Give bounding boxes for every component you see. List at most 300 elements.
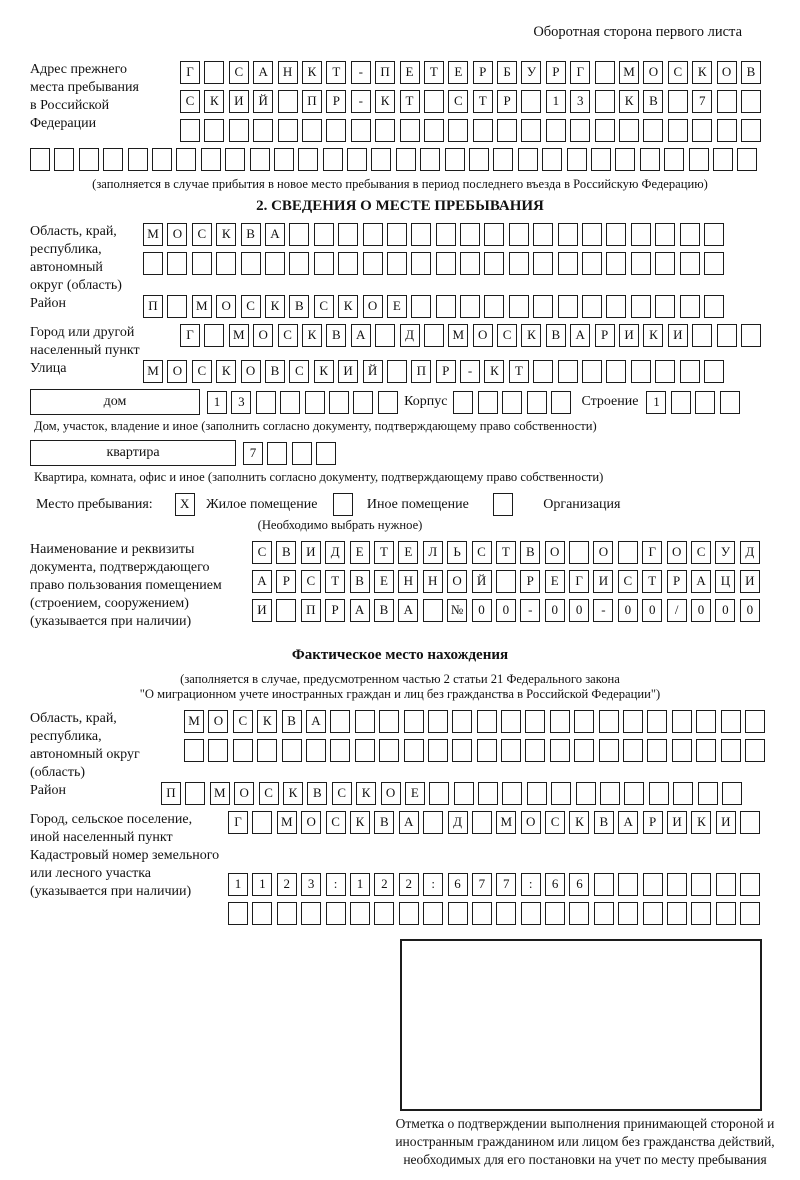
grid-cell[interactable]: О [545,541,565,564]
grid-cell[interactable]: В [289,295,309,318]
grid-cell[interactable]: К [257,710,277,733]
grid-cell[interactable] [698,782,718,805]
grid-cell[interactable] [338,252,358,275]
grid-cell[interactable] [423,902,443,925]
grid-cell[interactable] [631,252,651,275]
grid-cell[interactable] [316,442,336,465]
grid-cell[interactable] [204,61,224,84]
grid-cell[interactable] [350,902,370,925]
grid-cell[interactable] [567,148,587,171]
grid-cell[interactable] [496,902,516,925]
grid-cell[interactable] [250,148,270,171]
grid-cell[interactable]: Г [180,61,200,84]
grid-cell[interactable] [338,223,358,246]
grid-cell[interactable] [484,295,504,318]
grid-cell[interactable] [453,391,473,414]
grid-cell[interactable] [306,739,326,762]
grid-cell[interactable] [509,295,529,318]
grid-cell[interactable] [180,119,200,142]
grid-cell[interactable]: И [740,570,760,593]
grid-cell[interactable] [103,148,123,171]
grid-cell[interactable] [469,148,489,171]
grid-cell[interactable]: Т [473,90,493,113]
grid-cell[interactable]: Р [497,90,517,113]
grid-cell[interactable]: М [143,360,163,383]
grid-cell[interactable] [696,710,716,733]
grid-cell[interactable] [277,902,297,925]
grid-cell[interactable] [527,391,547,414]
grid-cell[interactable]: У [715,541,735,564]
grid-cell[interactable] [477,710,497,733]
grid-cell[interactable] [606,223,626,246]
grid-cell[interactable] [363,252,383,275]
grid-cell[interactable] [496,570,516,593]
grid-cell[interactable] [228,902,248,925]
grid-cell[interactable] [387,252,407,275]
grid-cell[interactable] [618,902,638,925]
grid-cell[interactable]: О [521,811,541,834]
grid-cell[interactable]: / [667,599,687,622]
grid-cell[interactable] [420,148,440,171]
grid-cell[interactable]: П [302,90,322,113]
grid-cell[interactable]: Д [325,541,345,564]
grid-cell[interactable]: 3 [231,391,251,414]
grid-cell[interactable]: Т [496,541,516,564]
grid-cell[interactable] [363,223,383,246]
grid-cell[interactable]: В [350,570,370,593]
grid-cell[interactable]: Г [642,541,662,564]
grid-cell[interactable]: Р [436,360,456,383]
grid-cell[interactable] [692,119,712,142]
grid-cell[interactable] [280,391,300,414]
grid-cell[interactable] [525,739,545,762]
grid-cell[interactable]: Т [509,360,529,383]
grid-cell[interactable] [478,782,498,805]
grid-cell[interactable]: Р [473,61,493,84]
grid-cell[interactable]: О [253,324,273,347]
grid-cell[interactable] [333,493,353,516]
grid-cell[interactable] [305,391,325,414]
grid-cell[interactable]: В [265,360,285,383]
grid-cell[interactable]: 1 [546,90,566,113]
grid-cell[interactable]: Р [643,811,663,834]
grid-cell[interactable]: Р [276,570,296,593]
grid-cell[interactable]: Е [400,61,420,84]
grid-cell[interactable] [502,782,522,805]
grid-cell[interactable] [569,541,589,564]
grid-cell[interactable] [599,710,619,733]
grid-cell[interactable]: Т [400,90,420,113]
grid-cell[interactable] [353,391,373,414]
grid-cell[interactable]: В [594,811,614,834]
grid-cell[interactable]: С [497,324,517,347]
grid-cell[interactable]: 7 [496,873,516,896]
grid-cell[interactable] [301,902,321,925]
grid-cell[interactable]: 1 [228,873,248,896]
grid-cell[interactable]: О [593,541,613,564]
grid-cell[interactable] [460,295,480,318]
grid-cell[interactable] [692,324,712,347]
grid-cell[interactable] [533,295,553,318]
grid-cell[interactable] [274,148,294,171]
grid-cell[interactable] [436,252,456,275]
grid-cell[interactable] [436,295,456,318]
grid-cell[interactable]: Е [448,61,468,84]
grid-cell[interactable] [282,739,302,762]
grid-cell[interactable]: В [241,223,261,246]
grid-cell[interactable] [721,710,741,733]
grid-cell[interactable] [478,391,498,414]
grid-cell[interactable]: У [521,61,541,84]
grid-cell[interactable]: Д [400,324,420,347]
grid-cell[interactable] [477,739,497,762]
grid-cell[interactable] [396,148,416,171]
grid-cell[interactable]: : [326,873,346,896]
grid-cell[interactable] [667,902,687,925]
grid-cell[interactable] [576,782,596,805]
grid-cell[interactable]: 0 [472,599,492,622]
grid-cell[interactable] [704,360,724,383]
grid-cell[interactable] [229,119,249,142]
grid-cell[interactable]: Н [278,61,298,84]
grid-cell[interactable] [664,148,684,171]
grid-cell[interactable] [691,873,711,896]
grid-cell[interactable]: С [301,570,321,593]
grid-cell[interactable] [668,90,688,113]
grid-cell[interactable] [143,252,163,275]
grid-cell[interactable] [330,710,350,733]
grid-cell[interactable] [445,148,465,171]
grid-cell[interactable] [655,223,675,246]
grid-cell[interactable] [423,811,443,834]
grid-cell[interactable]: К [692,61,712,84]
grid-cell[interactable]: А [253,61,273,84]
grid-cell[interactable]: Е [374,570,394,593]
grid-cell[interactable] [606,360,626,383]
grid-cell[interactable]: О [447,570,467,593]
grid-cell[interactable]: К [643,324,663,347]
grid-cell[interactable]: К [314,360,334,383]
grid-cell[interactable]: С [618,570,638,593]
grid-cell[interactable]: - [593,599,613,622]
grid-cell[interactable] [329,391,349,414]
grid-cell[interactable] [208,739,228,762]
grid-cell[interactable] [30,148,50,171]
grid-cell[interactable]: А [618,811,638,834]
grid-cell[interactable] [428,739,448,762]
grid-cell[interactable]: И [301,541,321,564]
grid-cell[interactable] [582,252,602,275]
grid-cell[interactable] [717,119,737,142]
grid-cell[interactable]: В [520,541,540,564]
grid-cell[interactable] [606,295,626,318]
grid-cell[interactable]: Ц [715,570,735,593]
grid-cell[interactable] [631,360,651,383]
grid-cell[interactable] [54,148,74,171]
grid-cell[interactable] [323,148,343,171]
grid-cell[interactable] [375,119,395,142]
grid-cell[interactable]: К [350,811,370,834]
grid-cell[interactable] [695,391,715,414]
grid-cell[interactable]: Г [570,61,590,84]
grid-cell[interactable]: А [351,324,371,347]
grid-cell[interactable]: С [326,811,346,834]
grid-cell[interactable] [595,90,615,113]
grid-cell[interactable]: К [484,360,504,383]
grid-cell[interactable]: 0 [691,599,711,622]
grid-cell[interactable] [411,252,431,275]
grid-cell[interactable] [680,360,700,383]
grid-cell[interactable]: И [667,811,687,834]
grid-cell[interactable] [722,782,742,805]
grid-cell[interactable]: П [411,360,431,383]
grid-cell[interactable] [289,223,309,246]
grid-cell[interactable]: 2 [399,873,419,896]
grid-cell[interactable] [606,252,626,275]
grid-cell[interactable]: О [667,541,687,564]
grid-cell[interactable]: С [233,710,253,733]
grid-cell[interactable] [643,119,663,142]
grid-cell[interactable] [570,119,590,142]
grid-cell[interactable] [600,782,620,805]
grid-cell[interactable] [460,252,480,275]
grid-cell[interactable] [404,710,424,733]
grid-cell[interactable]: С [691,541,711,564]
grid-cell[interactable]: Т [424,61,444,84]
grid-cell[interactable]: - [520,599,540,622]
grid-cell[interactable]: Т [326,61,346,84]
grid-cell[interactable]: X [175,493,195,516]
grid-cell[interactable] [542,148,562,171]
grid-cell[interactable] [558,223,578,246]
grid-cell[interactable] [404,739,424,762]
grid-cell[interactable]: В [326,324,346,347]
grid-cell[interactable] [472,811,492,834]
grid-cell[interactable] [574,710,594,733]
grid-cell[interactable]: 7 [692,90,712,113]
grid-cell[interactable]: 0 [618,599,638,622]
grid-cell[interactable] [509,223,529,246]
grid-cell[interactable] [545,902,565,925]
grid-cell[interactable]: М [184,710,204,733]
grid-cell[interactable]: О [717,61,737,84]
grid-cell[interactable] [371,148,391,171]
grid-cell[interactable] [379,710,399,733]
grid-cell[interactable] [696,739,716,762]
grid-cell[interactable] [619,119,639,142]
grid-cell[interactable] [289,252,309,275]
grid-cell[interactable]: К [283,782,303,805]
grid-cell[interactable] [546,119,566,142]
grid-cell[interactable]: К [302,61,322,84]
grid-cell[interactable]: О [363,295,383,318]
grid-cell[interactable] [737,148,757,171]
grid-cell[interactable] [574,739,594,762]
grid-cell[interactable] [716,902,736,925]
grid-cell[interactable]: Д [448,811,468,834]
grid-cell[interactable] [649,782,669,805]
grid-cell[interactable] [551,391,571,414]
grid-cell[interactable] [595,61,615,84]
grid-cell[interactable] [582,360,602,383]
grid-cell[interactable]: Р [546,61,566,84]
grid-cell[interactable] [673,782,693,805]
grid-cell[interactable]: С [229,61,249,84]
grid-cell[interactable] [375,324,395,347]
grid-cell[interactable]: О [167,223,187,246]
grid-cell[interactable] [704,252,724,275]
grid-cell[interactable]: 6 [448,873,468,896]
grid-cell[interactable] [595,119,615,142]
grid-cell[interactable] [521,90,541,113]
grid-cell[interactable] [721,739,741,762]
grid-cell[interactable] [128,148,148,171]
grid-cell[interactable] [484,252,504,275]
grid-cell[interactable]: И [619,324,639,347]
grid-cell[interactable] [256,391,276,414]
grid-cell[interactable] [667,873,687,896]
grid-cell[interactable]: К [302,324,322,347]
grid-cell[interactable]: О [241,360,261,383]
grid-cell[interactable]: 3 [570,90,590,113]
grid-cell[interactable] [689,148,709,171]
grid-cell[interactable]: С [252,541,272,564]
grid-cell[interactable] [252,811,272,834]
grid-cell[interactable]: Р [595,324,615,347]
grid-cell[interactable] [204,324,224,347]
grid-cell[interactable] [716,873,736,896]
grid-cell[interactable]: Р [667,570,687,593]
grid-cell[interactable]: Г [569,570,589,593]
grid-cell[interactable]: О [473,324,493,347]
grid-cell[interactable] [152,148,172,171]
grid-cell[interactable]: М [229,324,249,347]
grid-cell[interactable] [185,782,205,805]
grid-cell[interactable] [424,90,444,113]
grid-cell[interactable] [192,252,212,275]
grid-cell[interactable]: Б [497,61,517,84]
grid-cell[interactable]: А [398,599,418,622]
grid-cell[interactable] [550,710,570,733]
grid-cell[interactable]: К [619,90,639,113]
grid-cell[interactable]: А [265,223,285,246]
grid-cell[interactable] [252,902,272,925]
grid-cell[interactable] [184,739,204,762]
grid-cell[interactable]: С [278,324,298,347]
grid-cell[interactable] [740,902,760,925]
grid-cell[interactable] [582,223,602,246]
grid-cell[interactable] [79,148,99,171]
grid-cell[interactable]: 0 [569,599,589,622]
grid-cell[interactable]: С [192,223,212,246]
grid-cell[interactable] [691,902,711,925]
grid-cell[interactable] [594,873,614,896]
grid-cell[interactable]: Г [228,811,248,834]
grid-cell[interactable] [278,119,298,142]
grid-cell[interactable] [704,223,724,246]
grid-cell[interactable] [655,360,675,383]
grid-cell[interactable] [615,148,635,171]
grid-cell[interactable] [378,391,398,414]
grid-cell[interactable] [704,295,724,318]
grid-cell[interactable] [302,119,322,142]
grid-cell[interactable]: М [192,295,212,318]
grid-cell[interactable] [618,541,638,564]
grid-cell[interactable] [330,739,350,762]
grid-cell[interactable] [201,148,221,171]
grid-cell[interactable]: Н [398,570,418,593]
grid-cell[interactable] [533,223,553,246]
grid-cell[interactable]: О [234,782,254,805]
grid-cell[interactable] [387,360,407,383]
grid-cell[interactable] [740,873,760,896]
grid-cell[interactable]: С [332,782,352,805]
grid-cell[interactable]: В [276,541,296,564]
grid-cell[interactable]: К [216,223,236,246]
grid-cell[interactable] [525,710,545,733]
grid-cell[interactable] [436,223,456,246]
grid-cell[interactable]: К [216,360,236,383]
grid-cell[interactable]: В [546,324,566,347]
grid-cell[interactable]: Г [180,324,200,347]
grid-cell[interactable] [672,739,692,762]
grid-cell[interactable]: Е [545,570,565,593]
grid-cell[interactable] [428,710,448,733]
grid-cell[interactable]: В [374,599,394,622]
grid-cell[interactable]: Т [325,570,345,593]
grid-cell[interactable]: 0 [545,599,565,622]
grid-cell[interactable]: П [375,61,395,84]
grid-cell[interactable] [680,295,700,318]
grid-cell[interactable]: С [545,811,565,834]
grid-cell[interactable] [518,148,538,171]
grid-cell[interactable] [452,739,472,762]
grid-cell[interactable]: Е [398,541,418,564]
grid-cell[interactable] [680,223,700,246]
grid-cell[interactable] [623,739,643,762]
grid-cell[interactable]: О [381,782,401,805]
grid-cell[interactable]: П [301,599,321,622]
grid-cell[interactable] [241,252,261,275]
grid-cell[interactable]: М [619,61,639,84]
grid-cell[interactable]: К [265,295,285,318]
grid-cell[interactable]: - [460,360,480,383]
grid-cell[interactable]: О [301,811,321,834]
grid-cell[interactable] [647,710,667,733]
grid-cell[interactable]: Р [325,599,345,622]
grid-cell[interactable]: М [448,324,468,347]
grid-cell[interactable] [591,148,611,171]
grid-cell[interactable] [424,119,444,142]
grid-cell[interactable] [569,902,589,925]
grid-cell[interactable]: : [521,873,541,896]
grid-cell[interactable] [429,782,449,805]
grid-cell[interactable]: 6 [569,873,589,896]
grid-cell[interactable] [720,391,740,414]
grid-cell[interactable]: А [570,324,590,347]
grid-cell[interactable] [551,782,571,805]
grid-cell[interactable]: К [569,811,589,834]
grid-cell[interactable] [423,599,443,622]
grid-cell[interactable] [558,252,578,275]
grid-cell[interactable]: С [259,782,279,805]
grid-cell[interactable]: - [351,61,371,84]
grid-cell[interactable]: К [338,295,358,318]
grid-cell[interactable]: К [691,811,711,834]
grid-cell[interactable]: - [351,90,371,113]
grid-cell[interactable]: : [423,873,443,896]
grid-cell[interactable]: Е [405,782,425,805]
